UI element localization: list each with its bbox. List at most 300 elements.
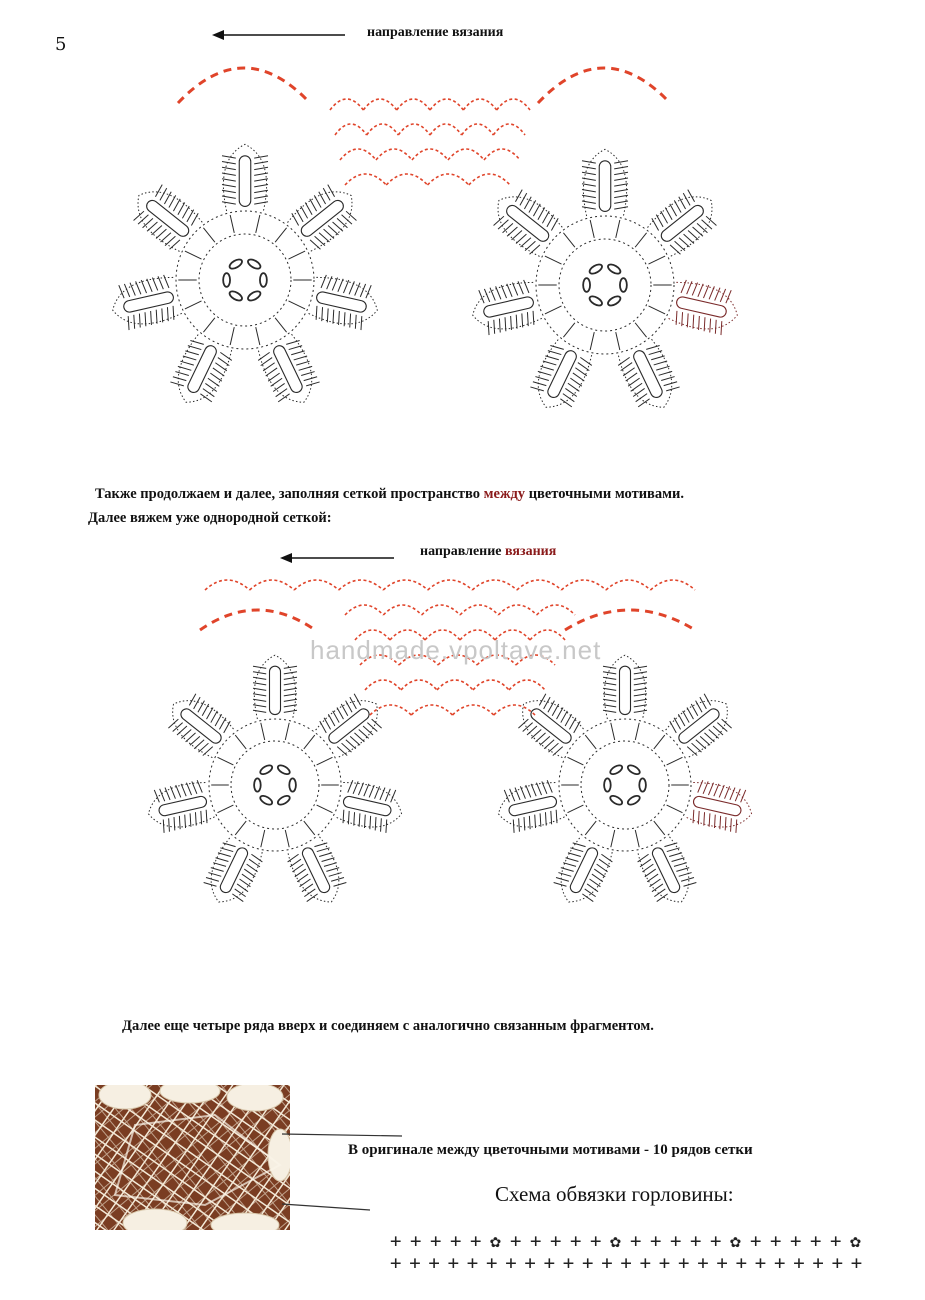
stitch: [501, 285, 506, 299]
stitch: [554, 810, 559, 823]
stitch: [286, 338, 299, 346]
stitch: [511, 820, 516, 833]
stitch: [554, 881, 567, 889]
stitch: [267, 373, 280, 381]
petal-outline: [604, 655, 645, 719]
stitch: [734, 820, 739, 833]
stitch: [596, 864, 609, 872]
stitch: [222, 202, 236, 204]
stitch: [614, 201, 628, 203]
neckline-stitch: +: [790, 1230, 802, 1252]
stitch: [559, 399, 572, 407]
stitch: [654, 359, 667, 367]
mesh-arc: [383, 580, 428, 590]
stitch: [211, 866, 224, 874]
mesh-arc: [383, 605, 421, 615]
neckline-stitch: +: [510, 1230, 522, 1252]
stitch: [516, 818, 521, 831]
neckline-stitch: +: [530, 1230, 542, 1252]
stitch: [299, 879, 312, 887]
stitch: [646, 343, 659, 351]
stitch: [222, 173, 236, 175]
stitch: [712, 815, 717, 828]
stitch: [364, 783, 369, 796]
petal-chain: [675, 296, 727, 318]
mesh-arc: [650, 580, 695, 590]
stitch: [698, 780, 703, 793]
mesh-arc: [365, 680, 401, 690]
stitch: [703, 285, 708, 299]
mesh-arc: [345, 174, 386, 185]
stitch: [183, 815, 188, 828]
petal-chain: [218, 846, 249, 894]
stitch: [304, 375, 317, 383]
stitch: [579, 357, 592, 365]
stitch: [709, 286, 714, 300]
stitch: [299, 364, 312, 372]
mesh-arc: [345, 605, 383, 615]
stitch: [520, 786, 525, 799]
stitch: [664, 380, 677, 388]
petal-chain: [239, 156, 251, 207]
stitch: [696, 811, 701, 824]
petal: [108, 273, 183, 333]
stitch: [348, 314, 353, 328]
stitch: [536, 782, 541, 795]
stitch: [369, 785, 374, 798]
stitch: [614, 178, 628, 180]
stitch: [378, 818, 383, 831]
stitch: [656, 894, 669, 902]
neckline-picot: ✿: [850, 1231, 861, 1252]
petal-chain: [546, 349, 578, 400]
stitch: [253, 677, 266, 679]
stitch: [708, 782, 713, 795]
stitch: [219, 352, 232, 360]
stitch: [334, 881, 347, 889]
stitch: [349, 281, 354, 295]
mesh-arc: [469, 174, 510, 185]
stitch: [331, 310, 336, 324]
stitch: [715, 287, 720, 301]
petal-chain: [272, 344, 304, 395]
stitch: [183, 354, 196, 362]
stitch: [208, 871, 221, 879]
stitch: [322, 856, 335, 864]
stitch: [503, 317, 508, 331]
stitch: [681, 876, 694, 884]
stitch: [603, 677, 616, 679]
stitch: [338, 278, 343, 292]
stitch: [327, 276, 332, 290]
mesh-arc: [561, 580, 606, 590]
watermark: handmade.vpoltave.net: [310, 635, 602, 665]
stitch: [204, 810, 209, 823]
stitch: [253, 705, 266, 707]
mesh-arc: [494, 705, 535, 715]
stitch: [193, 812, 198, 825]
stitch: [614, 190, 628, 192]
petal-chain: [599, 161, 611, 212]
stitch: [272, 383, 285, 391]
neckline-stitch: +: [601, 1252, 613, 1274]
stitch: [515, 787, 520, 800]
stitch: [165, 787, 170, 800]
mesh-arc: [484, 149, 520, 160]
stitch: [512, 282, 517, 296]
stitch: [246, 864, 259, 872]
stitch: [294, 869, 307, 877]
stitch: [358, 782, 363, 795]
mesh-arc: [367, 124, 399, 135]
stitch: [484, 288, 489, 302]
mesh-arc: [397, 99, 430, 110]
stitch: [593, 869, 606, 877]
mesh-arc: [376, 149, 412, 160]
flower-motif: [108, 144, 383, 412]
petal-chain: [270, 666, 281, 714]
stitch: [672, 856, 685, 864]
neckline-stitch: +: [810, 1230, 822, 1252]
knitting-direction-label: направление вязания: [367, 25, 504, 40]
stitch: [239, 879, 252, 887]
mesh-arc: [497, 99, 530, 110]
mesh-arc: [472, 580, 517, 590]
stitch: [563, 861, 576, 869]
neckline-stitch: +: [428, 1252, 440, 1274]
mesh-arc: [428, 580, 473, 590]
stitch: [343, 280, 348, 294]
caption-text: Также продолжаем и далее, заполняя сеткой пространство: [95, 486, 484, 502]
stitch: [634, 677, 647, 679]
stitch: [355, 282, 360, 296]
neckline-stitch: +: [562, 1252, 575, 1274]
stitch: [319, 307, 324, 321]
neckline-stitch: +: [590, 1230, 602, 1252]
stitch: [222, 162, 236, 164]
stitch: [291, 864, 304, 872]
petal-chain: [186, 344, 218, 395]
stitch: [289, 859, 302, 867]
petal: [603, 655, 647, 719]
stitch: [165, 307, 170, 321]
flower-motif: [144, 655, 407, 911]
stitch: [497, 319, 502, 333]
stitch: [384, 820, 389, 833]
direction-word-highlight: вязания: [505, 544, 557, 559]
stitch: [514, 315, 519, 329]
stitch: [175, 369, 188, 377]
caption-text-end: цветочными мотивами.: [525, 486, 684, 502]
stitch: [212, 368, 225, 376]
stitch: [253, 666, 266, 668]
stitch: [582, 178, 596, 180]
stitch: [492, 320, 497, 334]
neckline-picot: ✿: [610, 1231, 621, 1252]
stitch: [581, 894, 594, 902]
stitch: [538, 369, 551, 377]
stitch: [637, 399, 650, 407]
stitch: [530, 385, 543, 393]
stitch: [329, 871, 342, 879]
petal-outline: [583, 149, 626, 216]
stitch: [603, 694, 616, 696]
stitch: [254, 156, 268, 158]
petal-chain: [632, 349, 664, 400]
caption-line-1: [95, 486, 684, 503]
stitch: [222, 156, 236, 158]
stitch: [218, 851, 231, 859]
mesh-arc: [200, 610, 315, 630]
mesh-arc: [462, 124, 494, 135]
direction-arrow: [210, 29, 350, 41]
petal-outline: [223, 144, 266, 211]
stitch: [524, 279, 529, 293]
stitch: [253, 694, 266, 696]
mesh-arc: [453, 705, 494, 715]
stitch: [614, 207, 628, 209]
stitch: [649, 879, 662, 887]
stitch: [630, 383, 643, 391]
stitch: [582, 172, 596, 174]
stitch: [627, 378, 640, 386]
stitch: [614, 172, 628, 174]
mesh-arc: [493, 124, 525, 135]
stitch: [284, 666, 297, 668]
stitch: [270, 378, 283, 386]
stitch: [543, 812, 548, 825]
stitch: [641, 864, 654, 872]
mesh-arc: [363, 99, 396, 110]
stitch: [600, 854, 613, 862]
neckline-stitch: +: [774, 1252, 786, 1274]
stitch: [698, 283, 703, 297]
stitch: [582, 167, 596, 169]
stitch: [617, 357, 630, 365]
stitch: [659, 369, 672, 377]
stitch: [130, 282, 135, 296]
stitch: [674, 861, 687, 869]
stitch: [284, 710, 297, 712]
neckline-stitch: +: [390, 1230, 402, 1252]
neckline-stitch: +: [793, 1252, 805, 1274]
neckline-picot: ✿: [490, 1231, 501, 1252]
neckline-stitch: +: [690, 1230, 702, 1252]
stitch: [254, 202, 268, 204]
stitch: [348, 780, 353, 793]
stitch: [190, 338, 203, 346]
neckline-stitch: +: [620, 1252, 632, 1274]
stitch: [231, 894, 244, 902]
stitch: [666, 385, 679, 393]
stitch: [132, 315, 137, 329]
petal-chain: [123, 291, 175, 313]
photo-note: В оригинале между цветочными мотивами - 10 рядов сетки: [348, 1142, 753, 1158]
stitch: [284, 688, 297, 690]
mesh-arc: [250, 580, 295, 590]
stitch: [136, 281, 141, 295]
stitch: [681, 279, 686, 293]
stitch: [661, 374, 674, 382]
stitch: [275, 389, 288, 397]
stitch: [197, 780, 202, 793]
stitch: [202, 389, 215, 397]
stitch: [331, 876, 344, 884]
mesh-arc: [448, 149, 484, 160]
stitch: [591, 874, 604, 882]
stitch: [586, 884, 599, 892]
stitch: [486, 321, 491, 335]
stitch: [572, 373, 585, 381]
stitch: [582, 184, 596, 186]
mesh-arc: [517, 580, 562, 590]
petal-chain: [301, 846, 332, 894]
neckline-stitch: +: [470, 1230, 482, 1252]
petal-chain: [483, 296, 535, 318]
neckline-stitch: +: [447, 1252, 460, 1274]
neckline-chart: [385, 1225, 885, 1285]
mesh-arc: [386, 174, 427, 185]
stitch: [702, 317, 707, 331]
petal: [468, 278, 543, 338]
stitch: [603, 666, 616, 668]
stitch: [284, 672, 297, 674]
stitch: [222, 167, 236, 169]
neckline-stitch: +: [750, 1230, 762, 1252]
stitch: [170, 380, 183, 388]
mesh-arc: [473, 680, 509, 690]
stitch: [634, 672, 647, 674]
mesh-arc: [509, 680, 545, 690]
stitch: [236, 884, 249, 892]
stitch: [254, 173, 268, 175]
mesh-arc: [339, 580, 384, 590]
neckline-stitch: +: [450, 1230, 462, 1252]
stitch: [254, 167, 268, 169]
stitch: [342, 312, 347, 326]
stitch: [234, 889, 247, 897]
stitch: [507, 283, 512, 297]
stitch: [289, 344, 302, 352]
stitch: [147, 278, 152, 292]
stitch: [634, 699, 647, 701]
stitch: [214, 363, 227, 371]
stitch: [522, 817, 527, 830]
neckline-stitch: +: [570, 1230, 582, 1252]
stitch: [154, 310, 159, 324]
stitch: [589, 879, 602, 887]
mesh-arc: [398, 124, 430, 135]
stitch: [319, 851, 332, 859]
stitch: [569, 378, 582, 386]
mesh-arc: [565, 610, 695, 630]
mesh-arc: [335, 124, 367, 135]
stitch: [254, 185, 268, 187]
stitch: [567, 383, 580, 391]
stitch: [614, 161, 628, 163]
stitch: [635, 394, 648, 402]
mesh-arc: [294, 580, 339, 590]
stitch: [531, 783, 536, 796]
mesh-arc: [537, 605, 575, 615]
mesh-arc: [606, 580, 651, 590]
stitch: [582, 190, 596, 192]
mesh-arc: [498, 605, 536, 615]
stitch: [558, 871, 571, 879]
stitch: [173, 375, 186, 383]
knitting-direction-label-2: [420, 544, 556, 560]
caption-line-3: Далее еще четыре ряда вверх и соединяем с аналогично связанным фрагментом.: [122, 1018, 654, 1034]
stitch: [353, 315, 358, 329]
mesh-arc: [370, 705, 411, 715]
stitch: [719, 785, 724, 798]
stitch: [526, 785, 531, 798]
mesh-arc: [178, 68, 310, 103]
mesh-arc: [430, 99, 463, 110]
neckline-stitch: +: [812, 1252, 824, 1274]
stitch: [373, 817, 378, 830]
stitch: [603, 710, 616, 712]
petal: [667, 278, 742, 338]
stitch: [160, 788, 165, 801]
stitch: [634, 688, 647, 690]
neckline-stitch: +: [639, 1252, 652, 1274]
stitch: [126, 316, 131, 330]
stitch: [254, 162, 268, 164]
stitch: [549, 811, 554, 824]
page-number: 5: [55, 34, 67, 55]
stitch: [603, 705, 616, 707]
stitch: [684, 881, 697, 889]
neckline-stitch: +: [650, 1230, 662, 1252]
petal: [582, 149, 628, 216]
petal-chain: [158, 795, 208, 816]
stitch: [644, 869, 657, 877]
lace-photo: [95, 1085, 290, 1230]
stitch: [188, 344, 201, 352]
stitch: [262, 363, 275, 371]
neckline-stitch: +: [630, 1230, 642, 1252]
stitch: [317, 846, 330, 854]
stitch: [171, 306, 176, 320]
stitch: [669, 851, 682, 859]
stitch: [582, 207, 596, 209]
stitch: [241, 874, 254, 882]
stitch: [490, 287, 495, 301]
stitch: [584, 889, 597, 897]
stitch: [556, 876, 569, 884]
stitch: [199, 811, 204, 824]
neckline-stitch: +: [410, 1230, 422, 1252]
stitch: [220, 846, 233, 854]
neckline-stitch: +: [543, 1252, 556, 1274]
stitch: [674, 311, 679, 325]
stitch: [172, 817, 177, 830]
stitch: [714, 783, 719, 796]
mesh-arc: [463, 99, 496, 110]
stitch: [287, 854, 300, 862]
petal: [222, 144, 268, 211]
stitch: [250, 854, 263, 862]
stitch: [713, 320, 718, 334]
neckline-stitch: +: [831, 1252, 844, 1274]
stitch: [192, 781, 197, 794]
mesh-arc: [428, 174, 469, 185]
stitch: [685, 313, 690, 327]
stitch: [510, 788, 515, 801]
neckline-stitch: +: [754, 1252, 767, 1274]
petal: [307, 273, 382, 333]
